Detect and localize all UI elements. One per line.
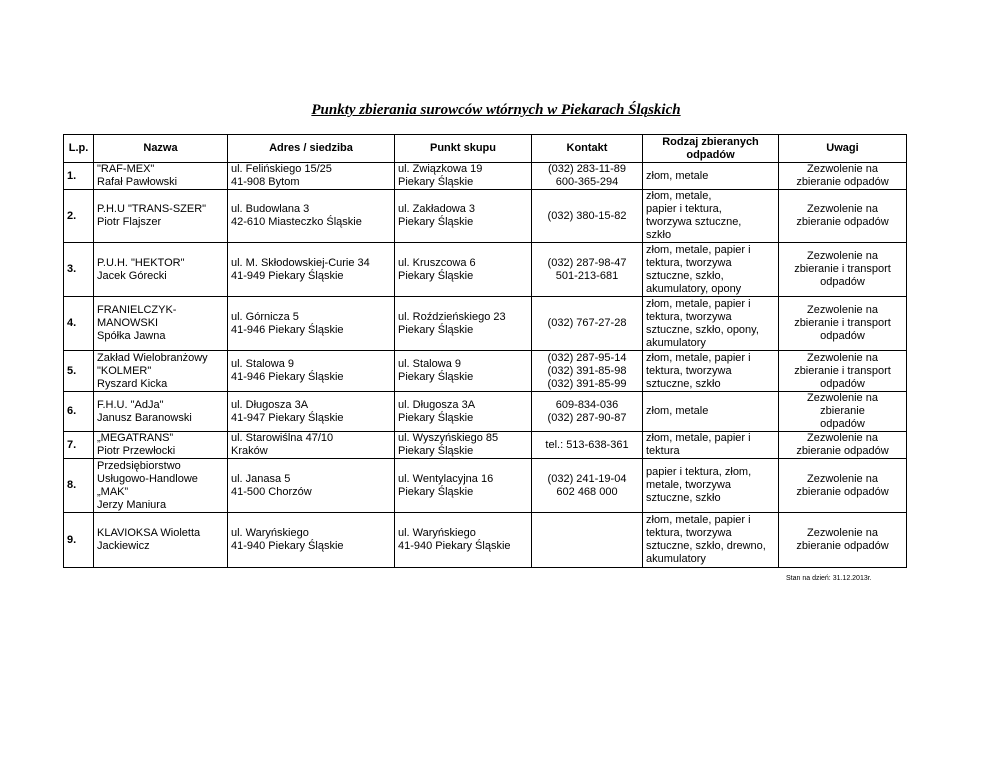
- cell-nazwa-line: „MAK”: [97, 485, 129, 498]
- cell-rodzaj: [643, 243, 779, 297]
- cell-kontakt-line: 609-834-036: [555, 398, 619, 411]
- cell-punkt: [395, 297, 532, 351]
- cell-nazwa-line: P.H.U "TRANS-SZER": [97, 203, 207, 215]
- cell-lp: 2.: [64, 190, 94, 243]
- cell-adres-line: 41-946 Piekary Śląskie: [231, 371, 344, 383]
- cell-punkt-line: ul. Waryńskiego: [398, 527, 476, 539]
- cell-nazwa-line: Janusz Baranowski: [97, 411, 192, 424]
- cell-lp: 8.: [64, 459, 94, 513]
- cell-nazwa: [94, 432, 228, 459]
- cell-rodzaj: [643, 392, 779, 432]
- cell-punkt: [395, 513, 532, 568]
- cell-rodzaj-line: złom, metale, papier i: [646, 351, 751, 364]
- cell-uwagi: [779, 513, 907, 568]
- cell-uwagi: [779, 243, 907, 297]
- cell-rodzaj-line: tektura: [646, 445, 680, 457]
- cell-kontakt-line: 602 468 000: [556, 485, 618, 498]
- cell-rodzaj: [643, 513, 779, 568]
- cell-kontakt: [532, 459, 643, 513]
- cell-adres-line: ul. Felińskiego 15/25: [231, 163, 332, 175]
- table-row: [64, 163, 907, 190]
- cell-nazwa-line: P.U.H. "HEKTOR": [97, 256, 185, 269]
- header-uwagi: Uwagi: [779, 135, 907, 163]
- cell-punkt-line: ul. Zakładowa 3: [398, 203, 476, 215]
- cell-kontakt-line: (032) 767-27-28: [547, 317, 627, 329]
- cell-uwagi: [779, 351, 907, 392]
- table-row: [64, 243, 907, 297]
- cell-adres: [228, 392, 395, 432]
- cell-uwagi-line: Zezwolenie na: [807, 351, 878, 364]
- cell-punkt-line: Piekary Śląskie: [398, 485, 474, 498]
- cell-kontakt: [532, 392, 643, 432]
- cell-adres-line: ul. Stalowa 9: [231, 358, 294, 370]
- cell-uwagi-line: zbieranie i transport: [794, 263, 891, 275]
- cell-uwagi-line: odpadów: [820, 276, 865, 288]
- cell-adres: [228, 163, 395, 190]
- cell-rodzaj-line: złom, metale: [646, 169, 709, 182]
- cell-rodzaj-line: sztuczne, szkło,: [646, 269, 724, 282]
- cell-uwagi-line: Zezwolenie na: [807, 304, 878, 316]
- cell-adres-line: 41-940 Piekary Śląskie: [231, 540, 344, 552]
- cell-kontakt: [532, 190, 643, 243]
- cell-adres-line: ul. Waryńskiego: [231, 527, 309, 539]
- table-header-row: [64, 135, 907, 163]
- cell-kontakt-line: (032) 391-85-98: [547, 364, 627, 377]
- cell-rodzaj-line: tektura, tworzywa: [646, 310, 732, 323]
- cell-adres: [228, 513, 395, 568]
- cell-uwagi-line: Zezwolenie na: [807, 527, 878, 539]
- cell-adres: [228, 351, 395, 392]
- cell-adres-line: 41-946 Piekary Śląskie: [231, 323, 344, 336]
- header-punkt: Punkt skupu: [395, 135, 532, 163]
- cell-punkt: [395, 243, 532, 297]
- cell-uwagi-line: Zezwolenie na: [807, 432, 878, 444]
- cell-punkt-line: Piekary Śląskie: [398, 176, 474, 188]
- table-row: [64, 459, 907, 513]
- cell-nazwa-line: Spółka Jawna: [97, 330, 166, 342]
- cell-uwagi-line: zbieranie i transport: [794, 317, 891, 329]
- cell-rodzaj: [643, 459, 779, 513]
- cell-uwagi-line: zbieranie odpadów: [796, 445, 889, 457]
- header-adres: Adres / siedziba: [228, 135, 395, 163]
- cell-kontakt-line: (032) 283-11-89: [547, 163, 627, 175]
- cell-rodzaj-line: sztuczne, szkło: [646, 492, 721, 504]
- cell-rodzaj-line: złom, metale, papier i: [646, 243, 751, 256]
- cell-rodzaj-line: tektura, tworzywa: [646, 527, 732, 539]
- cell-rodzaj-line: sztuczne, szkło, drewno,: [646, 540, 766, 552]
- cell-lp: 4.: [64, 297, 94, 351]
- cell-rodzaj-line: tektura, tworzywa: [646, 364, 732, 377]
- cell-uwagi-line: Zezwolenie na: [807, 392, 878, 404]
- cell-kontakt-line: (032) 287-95-14: [547, 351, 627, 364]
- cell-rodzaj-line: akumulatory: [646, 336, 706, 349]
- cell-uwagi-line: zbieranie odpadów: [796, 216, 889, 228]
- cell-uwagi-line: zbieranie i transport: [794, 364, 891, 377]
- table-row: [64, 513, 907, 568]
- cell-punkt-line: Piekary Śląskie: [398, 269, 474, 282]
- cell-kontakt: [532, 297, 643, 351]
- cell-lp: 6.: [64, 392, 94, 432]
- cell-nazwa-line: "RAF-MEX": [97, 163, 155, 175]
- cell-adres-line: ul. Starowiślna 47/10: [231, 432, 334, 444]
- cell-adres-line: 42-610 Miasteczko Śląskie: [231, 216, 362, 228]
- cell-uwagi: [779, 432, 907, 459]
- cell-punkt-line: Piekary Śląskie: [398, 445, 474, 457]
- cell-punkt-line: Piekary Śląskie: [398, 216, 474, 228]
- cell-rodzaj-line: złom, metale,: [646, 190, 712, 202]
- cell-rodzaj-line: akumulatory: [646, 553, 706, 565]
- cell-nazwa-line: Zakład Wielobranżowy: [97, 351, 208, 364]
- cell-punkt-line: ul. Stalowa 9: [398, 358, 461, 370]
- cell-rodzaj-line: papier i tektura,: [646, 203, 722, 215]
- cell-adres-line: 41-947 Piekary Śląskie: [231, 411, 344, 424]
- cell-nazwa: [94, 392, 228, 432]
- cell-punkt: [395, 432, 532, 459]
- cell-kontakt-line: (032) 287-98-47: [547, 256, 627, 269]
- cell-adres-line: 41-500 Chorzów: [231, 485, 312, 498]
- cell-kontakt-line: 501-213-681: [555, 269, 619, 282]
- cell-nazwa-line: Ryszard Kicka: [97, 377, 168, 390]
- cell-punkt-line: Piekary Śląskie: [398, 411, 474, 424]
- cell-uwagi-line: Zezwolenie na: [807, 163, 878, 175]
- cell-adres-line: Kraków: [231, 445, 268, 457]
- cell-kontakt-line: tel.: 513-638-361: [545, 438, 629, 451]
- cell-rodzaj: [643, 432, 779, 459]
- cell-kontakt: [532, 351, 643, 392]
- cell-adres-line: ul. Janasa 5: [231, 472, 291, 485]
- header-kontakt: Kontakt: [532, 135, 643, 163]
- cell-nazwa: [94, 351, 228, 392]
- cell-uwagi: [779, 163, 907, 190]
- cell-nazwa-line: Usługowo-Handlowe: [97, 472, 198, 485]
- cell-uwagi: [779, 459, 907, 513]
- cell-punkt-line: ul. Związkowa 19: [398, 163, 483, 175]
- cell-kontakt-line: 600-365-294: [555, 176, 619, 188]
- table-row: [64, 190, 907, 243]
- date-stamp: Stan na dzień: 31.12.2013r.: [786, 575, 872, 582]
- cell-punkt-line: ul. Wentylacyjna 16: [398, 472, 494, 485]
- cell-punkt: [395, 163, 532, 190]
- cell-rodzaj: [643, 190, 779, 243]
- cell-rodzaj-line: sztuczne, szkło: [646, 377, 721, 390]
- cell-nazwa-line: Piotr Flajszer: [97, 216, 162, 228]
- cell-nazwa-line: „MEGATRANS”: [97, 432, 174, 444]
- cell-punkt: [395, 190, 532, 243]
- table-row: [64, 351, 907, 392]
- cell-uwagi: [779, 297, 907, 351]
- cell-nazwa-line: F.H.U. "AdJa": [97, 398, 164, 411]
- cell-rodzaj-line: tektura, tworzywa: [646, 256, 732, 269]
- cell-rodzaj-line: akumulatory, opony: [646, 282, 742, 295]
- cell-uwagi-line: odpadów: [820, 377, 865, 390]
- cell-adres-line: ul. Długosza 3A: [231, 398, 309, 411]
- cell-uwagi: [779, 392, 907, 432]
- cell-uwagi-line: Zezwolenie na: [807, 250, 878, 262]
- cell-kontakt-line: (032) 241-19-04: [547, 472, 627, 485]
- cell-rodzaj: [643, 297, 779, 351]
- cell-kontakt-line: (032) 287-90-87: [547, 411, 627, 424]
- cell-nazwa-line: KLAVIOKSA Wioletta: [97, 527, 201, 539]
- cell-rodzaj-line: złom, metale, papier i: [646, 297, 751, 310]
- cell-uwagi: [779, 190, 907, 243]
- cell-punkt-line: ul. Kruszcowa 6: [398, 256, 476, 269]
- cell-uwagi-line: zbieranie odpadów: [796, 540, 889, 552]
- cell-nazwa-line: Jerzy Maniura: [97, 498, 167, 511]
- cell-adres: [228, 297, 395, 351]
- cell-nazwa-line: MANOWSKI: [97, 317, 159, 329]
- cell-punkt: [395, 392, 532, 432]
- cell-rodzaj-line: tworzywa sztuczne,: [646, 216, 742, 228]
- cell-rodzaj-line: złom, metale, papier i: [646, 432, 751, 444]
- collection-points-table: [63, 134, 907, 568]
- cell-adres-line: ul. M. Skłodowskiej-Curie 34: [231, 256, 370, 269]
- cell-rodzaj: [643, 351, 779, 392]
- cell-kontakt: [532, 513, 643, 568]
- cell-adres: [228, 459, 395, 513]
- cell-lp: 1.: [64, 163, 94, 190]
- cell-nazwa-line: "KOLMER": [97, 364, 152, 377]
- header-lp: L.p.: [64, 135, 94, 163]
- cell-lp: 3.: [64, 243, 94, 297]
- cell-adres-line: ul. Górnicza 5: [231, 310, 299, 323]
- cell-nazwa-line: Jacek Górecki: [97, 269, 167, 282]
- cell-punkt-line: ul. Długosza 3A: [398, 398, 476, 411]
- cell-nazwa-line: Piotr Przewłocki: [97, 445, 176, 457]
- cell-uwagi-line: Zezwolenie na: [807, 203, 878, 215]
- cell-rodzaj: [643, 163, 779, 190]
- cell-uwagi-line: zbieranie: [820, 405, 865, 417]
- cell-uwagi-line: zbieranie odpadów: [796, 176, 889, 188]
- cell-nazwa: [94, 243, 228, 297]
- cell-punkt-line: Piekary Śląskie: [398, 371, 474, 383]
- cell-punkt-line: ul. Wyszyńskiego 85: [398, 432, 499, 444]
- cell-uwagi-line: Zezwolenie na: [807, 472, 878, 485]
- cell-adres-line: 41-908 Bytom: [231, 176, 300, 188]
- cell-kontakt: [532, 432, 643, 459]
- cell-adres: [228, 432, 395, 459]
- cell-rodzaj-line: sztuczne, szkło, opony,: [646, 323, 759, 336]
- cell-rodzaj-line: złom, metale, papier i: [646, 514, 751, 526]
- cell-rodzaj-line: złom, metale: [646, 405, 709, 417]
- cell-punkt-line: Piekary Śląskie: [398, 323, 474, 336]
- header-nazwa: Nazwa: [94, 135, 228, 163]
- table-row: [64, 297, 907, 351]
- cell-punkt: [395, 459, 532, 513]
- cell-nazwa: [94, 190, 228, 243]
- cell-rodzaj-line: metale, tworzywa: [646, 479, 731, 491]
- header-rodzaj: Rodzaj zbieranych odpadów: [643, 135, 779, 163]
- table-row: [64, 392, 907, 432]
- cell-nazwa-line: Jackiewicz: [97, 540, 150, 552]
- cell-adres: [228, 243, 395, 297]
- cell-lp: 7.: [64, 432, 94, 459]
- cell-adres-line: 41-949 Piekary Śląskie: [231, 269, 344, 282]
- cell-kontakt: [532, 163, 643, 190]
- document-title: Punkty zbierania surowców wtórnych w Piekarach Śląskich: [311, 102, 681, 118]
- cell-punkt-line: ul. Roździeńskiego 23: [398, 310, 506, 323]
- cell-lp: 5.: [64, 351, 94, 392]
- cell-nazwa-line: Rafał Pawłowski: [97, 176, 178, 188]
- cell-kontakt-line: (032) 391-85-99: [547, 377, 627, 390]
- cell-rodzaj-line: szkło: [646, 229, 672, 241]
- cell-kontakt-line: (032) 380-15-82: [547, 209, 627, 222]
- cell-uwagi-line: odpadów: [820, 418, 865, 430]
- cell-nazwa: [94, 459, 228, 513]
- cell-adres-line: ul. Budowlana 3: [231, 203, 310, 215]
- cell-kontakt: [532, 243, 643, 297]
- cell-uwagi-line: odpadów: [820, 330, 865, 342]
- cell-nazwa: [94, 513, 228, 568]
- cell-nazwa: [94, 163, 228, 190]
- cell-uwagi-line: zbieranie odpadów: [796, 485, 889, 498]
- cell-adres: [228, 190, 395, 243]
- cell-nazwa: [94, 297, 228, 351]
- cell-lp: 9.: [64, 513, 94, 568]
- cell-nazwa-line: FRANIELCZYK-: [97, 304, 177, 316]
- cell-punkt-line: 41-940 Piekary Śląskie: [398, 540, 511, 552]
- cell-nazwa-line: Przedsiębiorstwo: [97, 459, 181, 472]
- cell-rodzaj-line: papier i tektura, złom,: [646, 466, 752, 478]
- table-row: [64, 432, 907, 459]
- cell-punkt: [395, 351, 532, 392]
